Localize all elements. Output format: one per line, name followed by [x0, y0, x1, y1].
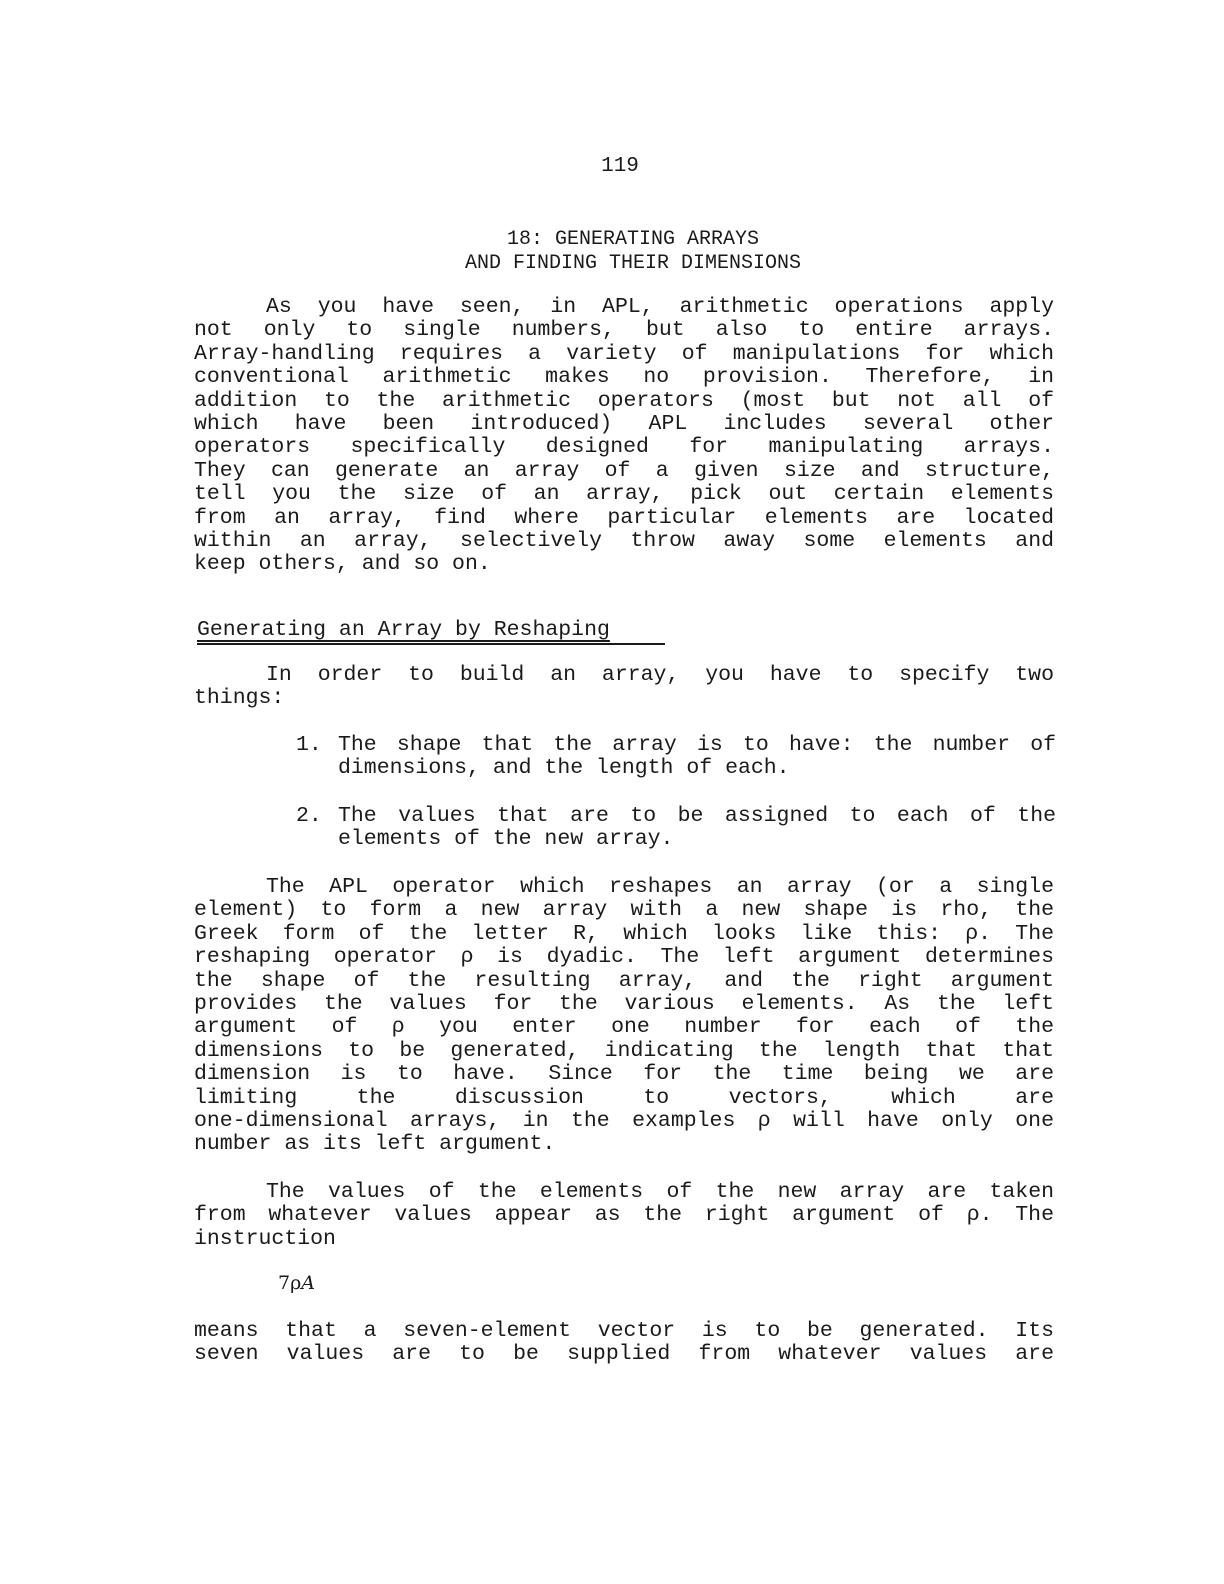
- page-number: 119: [601, 155, 639, 178]
- heading-underline: [197, 643, 665, 645]
- list-item-line: dimensions, and the length of each.: [338, 756, 790, 781]
- list-item: [296, 805, 1056, 852]
- rho-line: one-dimensional arrays, in the examples ρ will have only one: [194, 1108, 1054, 1133]
- intro-line: which have been introduced) APL includes several other: [194, 411, 1054, 436]
- rho-paragraph: [194, 876, 1054, 1157]
- specify-line: In order to build an array, you have to specify two: [266, 663, 1054, 687]
- intro-line: within an array, selectively throw away some elements and: [194, 528, 1054, 553]
- chapter-title: [0, 228, 1224, 276]
- chapter-title-line-1: 18: GENERATING ARRAYS: [506, 228, 760, 251]
- intro-line: from an array, find where particular elements are located: [194, 505, 1054, 530]
- rho-line: dimensions to be generated, indicating the length that that: [194, 1038, 1054, 1063]
- values-line: instruction: [194, 1226, 336, 1251]
- rho-line: reshaping operator ρ is dyadic. The left argument determines: [194, 945, 1054, 970]
- chapter-title-line-2: AND FINDING THEIR DIMENSIONS: [464, 252, 802, 275]
- specify-line: things:: [194, 686, 285, 711]
- section-heading: Generating an Array by Reshaping: [197, 618, 610, 642]
- list-item-line: elements of the new array.: [338, 827, 674, 852]
- list-item: [296, 734, 1056, 781]
- list-item-line: The shape that the array is to have: the number of: [338, 733, 1056, 757]
- final-line: seven values are to be supplied from whatever values are: [194, 1342, 1054, 1367]
- rho-line: the shape of the resulting array, and the right argument: [194, 968, 1054, 993]
- final-paragraph: [194, 1320, 1054, 1367]
- rho-line: provides the values for the various elements. As the left: [194, 991, 1054, 1016]
- intro-line: not only to single numbers, but also to entire arrays.: [194, 318, 1054, 343]
- rho-line: number as its left argument.: [194, 1132, 556, 1157]
- intro-line: operators specifically designed for manipulating arrays.: [194, 435, 1054, 460]
- values-line: from whatever values appear as the right argument of ρ. The: [194, 1203, 1054, 1228]
- list-item-line: The values that are to be assigned to each of the: [338, 804, 1056, 828]
- code-example: [278, 1272, 315, 1294]
- intro-line: tell you the size of an array, pick out certain elements: [194, 482, 1054, 507]
- rho-line: limiting the discussion to vectors, which are: [194, 1085, 1054, 1110]
- rho-line: dimension is to have. Since for the time being we are: [194, 1062, 1054, 1087]
- intro-paragraph: [194, 296, 1054, 577]
- intro-line: As you have seen, in APL, arithmetic operations apply: [266, 295, 1054, 319]
- specify-paragraph: [194, 664, 1054, 711]
- values-paragraph: [194, 1181, 1054, 1251]
- intro-line: They can generate an array of a given size and structure,: [194, 458, 1054, 483]
- rho-line: The APL operator which reshapes an array (or a single: [266, 875, 1054, 899]
- intro-line: conventional arithmetic makes no provision. Therefore, in: [194, 365, 1054, 390]
- code-variable: A: [301, 1272, 315, 1294]
- rho-line: argument of ρ you enter one number for each of the: [194, 1015, 1054, 1040]
- intro-line: addition to the arithmetic operators (most but not all of: [194, 388, 1054, 413]
- final-line: means that a seven-element vector is to be generated. Its: [194, 1319, 1054, 1343]
- intro-line: Array-handling requires a variety of manipulations for which: [194, 341, 1054, 366]
- list-item-number: 1.: [296, 733, 322, 757]
- rho-line: Greek form of the letter R, which looks like this: ρ. The: [194, 921, 1054, 946]
- list-item-number: 2.: [296, 804, 322, 828]
- values-line: The values of the elements of the new array are taken: [266, 1180, 1054, 1204]
- intro-line: keep others, and so on.: [194, 552, 491, 577]
- rho-line: element) to form a new array with a new shape is rho, the: [194, 898, 1054, 923]
- code-prefix: 7ρ: [278, 1272, 302, 1294]
